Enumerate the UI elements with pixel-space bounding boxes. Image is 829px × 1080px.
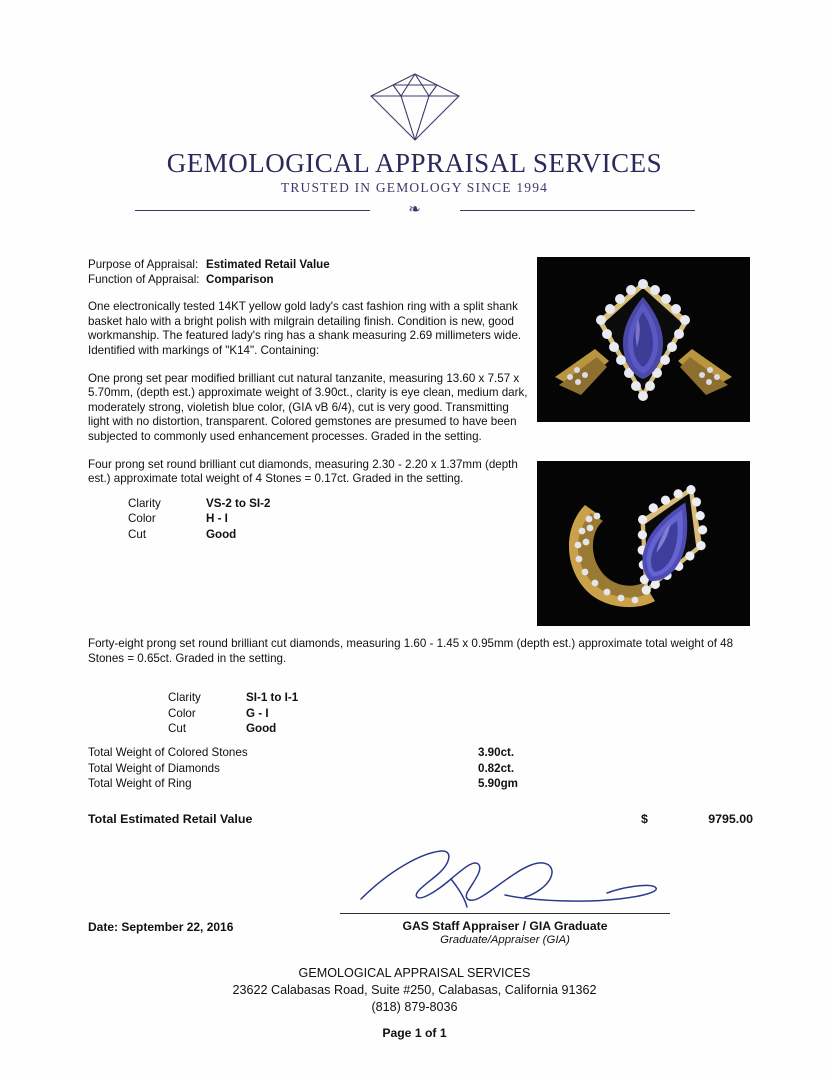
- fortyeight-diamonds-paragraph: Forty-eight prong set round brilliant cut diamonds, measuring 1.60 - 1.45 x 0.95mm (depth est.) approximate total weight of 48 Stones = 0.65ct. Graded in the setting.: [88, 637, 734, 665]
- color-value-2: G - I: [246, 706, 269, 720]
- totals-table: [88, 745, 748, 792]
- ring-photo-bottom: [537, 461, 750, 626]
- function-label: Function of Appraisal:: [88, 272, 200, 286]
- total-ring-value: 5.90gm: [478, 777, 518, 790]
- appraiser-subtitle: Graduate/Appraiser (GIA): [440, 934, 570, 946]
- ornament-icon: ❧: [408, 202, 421, 218]
- table-row: [128, 527, 528, 543]
- diamond-icon: [367, 70, 463, 144]
- document-header: [0, 70, 829, 220]
- cut-value-2: Good: [246, 722, 277, 735]
- company-name: GEMOLOGICAL APPRAISAL SERVICES: [166, 148, 663, 178]
- clarity-value: VS-2 to SI-2: [206, 496, 271, 510]
- function-row: [88, 273, 528, 288]
- document-footer: [0, 965, 829, 1042]
- table-row: [88, 761, 748, 777]
- table-row: [128, 496, 528, 512]
- four-diamonds-paragraph: Four prong set round brilliant cut diamonds, measuring 2.30 - 2.20 x 1.37mm (depth est.) approximate total weight of 4 Stones = 0.17ct. Graded in the setting.: [88, 457, 518, 486]
- cut-label-2: Cut: [168, 722, 187, 735]
- description-paragraph: One electronically tested 14KT yellow gold lady's cast fashion ring with a split shank basket halo with a bright polish with milgrain detailing finish. Condition is new, good workmanship. The featured lady's ring has a shank measuring 2.69 millimeters wide. Identified with markings of "K14". Containing:: [88, 300, 522, 357]
- footer-address: 23622 Calabasas Road, Suite #250, Calabasas, California 91362: [232, 983, 597, 997]
- table-row: [168, 721, 298, 737]
- company-tagline: TRUSTED IN GEMOLOGY SINCE 1994: [280, 180, 549, 195]
- function-value: Comparison: [206, 272, 274, 286]
- signature-mark: [355, 845, 685, 915]
- total-diamonds-label: Total Weight of Diamonds: [88, 761, 220, 775]
- clarity-value-2: SI-1 to I-1: [246, 691, 299, 704]
- grand-total-row: [88, 812, 753, 826]
- total-colored-stones-value: 3.90ct.: [478, 746, 515, 759]
- table-row: [168, 690, 298, 706]
- grade-table-1: [128, 496, 528, 543]
- purpose-value: Estimated Retail Value: [206, 258, 330, 271]
- purpose-label: Purpose of Appraisal:: [88, 258, 199, 271]
- divider-line-right: [460, 210, 695, 211]
- table-row: [168, 706, 298, 722]
- cut-label: Cut: [128, 527, 147, 541]
- cut-value: Good: [206, 527, 237, 541]
- footer-company: GEMOLOGICAL APPRAISAL SERVICES: [298, 966, 531, 980]
- header-divider: [135, 202, 695, 220]
- total-diamonds-value: 0.82ct.: [478, 761, 515, 775]
- total-ring-label: Total Weight of Ring: [88, 777, 192, 790]
- clarity-label-2: Clarity: [168, 691, 201, 704]
- grade-table-2: [168, 690, 298, 737]
- color-label-2: Color: [168, 706, 196, 720]
- appraisal-body: [88, 258, 528, 542]
- grand-total-label: Total Estimated Retail Value: [88, 812, 253, 826]
- table-row: [128, 511, 528, 527]
- center-stone-paragraph: One prong set pear modified brilliant cut natural tanzanite, measuring 13.60 x 7.57 x 5.70mm, (depth est.) approximate weight of 3.90ct., clarity is eye clean, medium dark, moderately strong, violetish blue color, (GIA vB 6/4), cut is very good. Transmitting light with no distortion, transparent. Colored gemstones are presumed to have been subjected to commonly used enhancement processes. Graded in the setting.: [88, 371, 528, 443]
- appraisal-date: Date: September 22, 2016: [88, 920, 234, 934]
- appraiser-title: GAS Staff Appraiser / GIA Graduate: [402, 919, 608, 933]
- page-number: Page 1 of 1: [382, 1026, 447, 1040]
- color-value: H - I: [206, 512, 228, 526]
- purpose-row: [88, 258, 528, 273]
- grand-total-amount: 9795.00: [708, 812, 753, 826]
- table-row: [88, 745, 748, 761]
- signature-line: [340, 913, 670, 914]
- total-colored-stones-label: Total Weight of Colored Stones: [88, 746, 248, 759]
- ring-photo-top: [537, 257, 750, 422]
- footer-phone: (818) 879-8036: [371, 1000, 458, 1014]
- grand-total-currency: $: [641, 812, 648, 826]
- divider-line-left: [135, 210, 370, 211]
- table-row: [88, 776, 748, 792]
- clarity-label: Clarity: [128, 496, 161, 510]
- color-label: Color: [128, 512, 156, 526]
